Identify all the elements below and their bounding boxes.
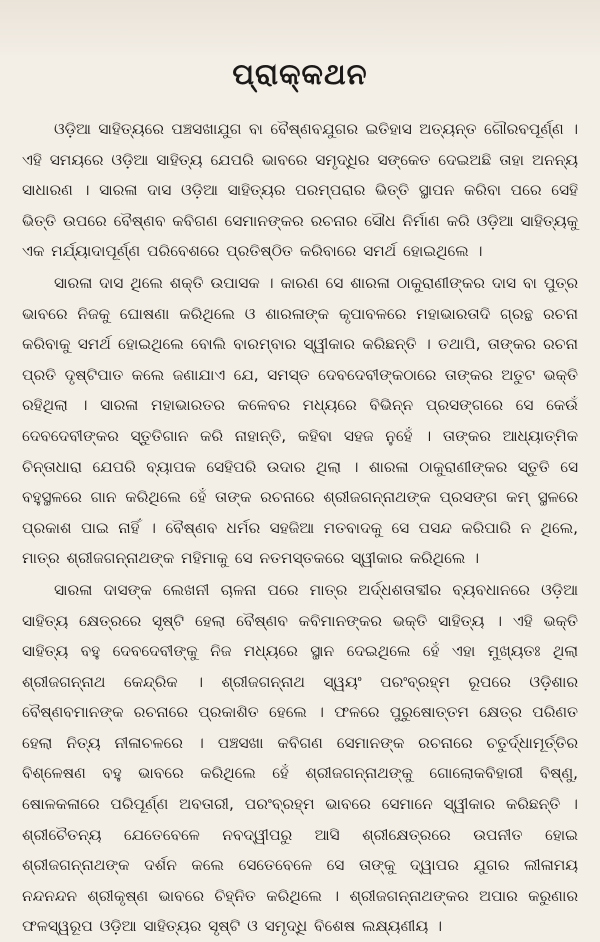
paragraph-3: ସାରଳା ଦାସଙ୍କ ଲେଖନୀ ଚାଳନା ପରେ ମାତ୍ର ଅର୍ଦ୍ଧଶତାବ୍ଦୀର ବ୍ୟବଧାନରେ ଓଡ଼ିଆ ସାହିତ୍ୟ କ୍ଷେତ୍ରରେ ସୃଷ୍ଟି ହେଲା ବୈଷ୍ଣବ କବିମାନଙ୍କର ଭକ୍ତି ସାହିତ୍ୟ । ଏହି ଭକ୍ତି ସାହିତ୍ୟ ବହୁ ଦେବଦେବୀଙ୍କୁ ନିଜ ମଧ୍ୟରେ ସ୍ଥାନ ଦେଇଥିଲେ ହେଁ ଏହା ମୁଖ୍ୟତଃ ଥିଲା ଶ୍ରୀଜଗନ୍ନାଥ କେନ୍ଦ୍ରିକ । ଶ୍ରୀଜଗନ୍ନାଥ ସ୍ୱୟଂ ପରଂବ୍ରହ୍ମ ରୂପରେ ଓଡ଼ିଶାର ବୈଷ୍ଣବମାନଙ୍କ ରଚନାରେ ପ୍ରକାଶିତ ହେଲେ । ଫଳରେ ପୁରୁଷୋତ୍ତମ କ୍ଷେତ୍ର ପରିଣତ ହେଲା ନିତ୍ୟ ନୀଳାଚଳରେ । ପଞ୍ଚସଖା କବିଗଣ ସେମାନଙ୍କ ରଚନାରେ ଚତୁର୍ଦ୍ଧାମୂର୍ତ୍ତିର ବିଶ୍ଳେଷଣ ବହୁ ଭାବରେ କରିଥିଲେ ହେଁ ଶ୍ରୀଜଗନ୍ନାଥଙ୍କୁ ଗୋଲୋକବିହାରୀ ବିଷ୍ଣୁ, ଷୋଳକଳାରେ ପରିପୂର୍ଣ୍ଣ ଅବତାରୀ, ପରଂବ୍ରହ୍ମ ଭାବରେ ସେମାନେ ସ୍ୱୀକାର କରିଛନ୍ତି । ଶ୍ରୀଚୈତନ୍ୟ ଯେତେବେଳେ ନବଦ୍ୱୀପରୁ ଆସି ଶ୍ରୀକ୍ଷେତ୍ରରେ ଉପନୀତ ହୋଇ ଶ୍ରୀଜଗନ୍ନାଥଙ୍କ ଦର୍ଶନ କଲେ ସେତେବେଳେ ସେ ତାଙ୍କୁ ଦ୍ୱାପର ଯୁଗର ଲୀଳାମୟ ନନ୍ଦନନ୍ଦନ ଶ୍ରୀକୃଷ୍ଣ ଭାବରେ ଚିହ୍ନିତ କରିଥିଲେ । ଶ୍ରୀଜଗନ୍ନାଥଙ୍କର ଅପାର କରୁଣାର ଫଳସ୍ୱରୂପ ଓଡ଼ିଆ ସାହିତ୍ୟର ସୃଷ୍ଟି ଓ ସମୃଦ୍ଧି ବିଶେଷ ଲକ୍ଷ୍ୟଣୀୟ । [22,580,578,936]
paragraph-1: ଓଡ଼ିଆ ସାହିତ୍ୟରେ ପଞ୍ଚସଖାଯୁଗ ବା ବୈଷ୍ଣବଯୁଗର ଇତିହାସ ଅତ୍ୟନ୍ତ ଗୌରବପୂର୍ଣ୍ଣ । ଏହି ସମୟରେ ଓଡ଼ିଆ ସାହିତ୍ୟ ଯେପରି ଭାବରେ ସମୃଦ୍ଧିର ସଙ୍କେତ ଦେଇଅଛି ତାହା ଅନନ୍ୟ ସାଧାରଣ । ସାରଳା ଦାସ ଓଡ଼ିଆ ସାହିତ୍ୟର ପରମ୍ପରାର ଭିତ୍ତି ସ୍ଥାପନ କରିବା ପରେ ସେହି ଭିତ୍ତି ଉପରେ ବୈଷ୍ଣବ କବିଗଣ ସେମାନଙ୍କର ରଚନାର ସୌଧ ନିର୍ମାଣ କରି ଓଡ଼ିଆ ସାହିତ୍ୟକୁ ଏକ ମର୍ଯ୍ୟାଦାପୂର୍ଣ୍ଣ ପରିବେଶରେ ପ୍ରତିଷ୍ଠିତ କରିବାରେ ସମର୍ଥ ହୋଇଥିଲେ । [22,120,578,261]
page-title: ପ୍ରାକ୍‌କଥନ [232,57,368,91]
paragraph-2: ସାରଳା ଦାସ ଥିଲେ ଶକ୍ତି ଉପାସକ । କାରଣ ସେ ଶାରଳା ଠାକୁରାଣୀଙ୍କର ଦାସ ବା ପୁତ୍ର ଭାବରେ ନିଜକୁ ଘୋଷଣା କରିଥିଲେ ଓ ଶାରଳାଙ୍କ କୃପାବଳରେ ମହାଭାରତାଦି ଗ୍ରନ୍ଥ ରଚନା କରିବାକୁ ସମର୍ଥ ହୋଇଥିଲେ ବୋଲି ବାରମ୍ବାର ସ୍ୱୀକାର କରିଛନ୍ତି । ତଥାପି, ତାଙ୍କର ରଚନା ପ୍ରତି ଦୃଷ୍ଟିପାତ କଲେ ଜଣାଯାଏ ଯେ, ସମସ୍ତ ଦେବଦେବୀଙ୍କଠାରେ ତାଙ୍କର ଅତୁଟ ଭକ୍ତି ରହିଥିଲା । ସାରଳା ମହାଭାରତର କଳେବର ମଧ୍ୟରେ ବିଭିନ୍ନ ପ୍ରସଙ୍ଗରେ ସେ କେଉଁ ଦେବଦେବୀଙ୍କର ସ୍ତୁତିଗାନ କରି ନାହାନ୍ତି, କହିବା ସହଜ ନୁହେଁ । ତାଙ୍କର ଆଧ୍ୟାତ୍ମିକ ଚିନ୍ତାଧାରା ଯେପରି ବ୍ୟାପକ ସେହିପରି ଉଦାର ଥିଲା । ଶାରଳା ଠାକୁରାଣୀଙ୍କର ସ୍ତୁତି ସେ ବହୁସ୍ଥଳରେ ଗାନ କରିଥିଲେ ହେଁ ତାଙ୍କ ରଚନାରେ ଶ୍ରୀଜଗନ୍ନାଥଙ୍କ ପ୍ରସଙ୍ଗ କମ୍ ସ୍ଥଳରେ ପ୍ରକାଶ ପାଇ ନାହିଁ । ବୈଷ୍ଣବ ଧର୍ମର ସହଜିଆ ମତବାଦକୁ ସେ ପସନ୍ଦ କରିପାରି ନ ଥିଲେ, ମାତ୍ର ଶ୍ରୀଜଗନ୍ନାଥଙ୍କ ମହିମାକୁ ସେ ନତମସ୍ତକରେ ସ୍ୱୀକାର କରିଥିଲେ । [22,273,578,568]
